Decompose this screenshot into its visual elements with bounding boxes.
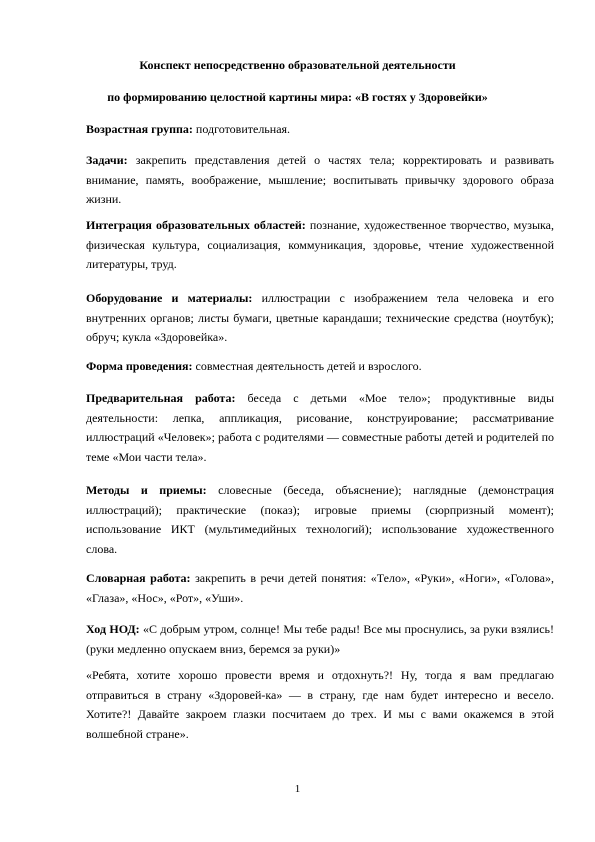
section-text: познание, художественное творчество, музыка, физическая культура, социализация, коммуникация, здоровье, чтение художественной литературы, труд. <box>86 218 554 271</box>
section-vocabulary <box>86 569 554 608</box>
section-label: Задачи: <box>86 153 128 167</box>
section-text: «Ребята, хотите хорошо провести время и отдохнуть?! Ну, тогда я вам предлагаю отправиться в страну «Здоровей-ка» — в страну, где нам будет интересно и весело. Хотите?! Давайте закроем глазки посчитаем до трех. И мы с вами окажемся в этой волшебной стране». <box>86 668 554 741</box>
section-label: Возрастная группа: <box>86 122 193 136</box>
section-text: «С добрым утром, солнце! Мы тебе рады! Все мы проснулись, за руки взялись! (руки медленно опускаем вниз, беремся за руки)» <box>86 622 554 656</box>
section-label: Интеграция образовательных областей: <box>86 218 306 232</box>
document-title-line-2: по формированию целостной картины мира: «В гостях у Здоровейки» <box>107 90 488 104</box>
section-label: Ход НОД: <box>86 622 140 636</box>
section-form <box>86 357 554 377</box>
section-text: закрепить в речи детей понятия: «Тело», «Руки», «Ноги», «Голова», «Глаза», «Нос», «Рот», «Уши». <box>86 571 554 605</box>
section-preliminary-work <box>86 389 554 467</box>
section-label: Предварительная работа: <box>86 391 236 405</box>
section-text: беседа с детьми «Мое тело»; продуктивные виды деятельности: лепка, аппликация, рисование, конструирование; рассматривание иллюстраций «Человек»; работа с родителями — совместные работы детей и родителей по теме «Мои части тела». <box>86 391 555 464</box>
section-label: Оборудование и материалы: <box>86 291 253 305</box>
section-label: Словарная работа: <box>86 571 191 585</box>
section-age-group <box>86 120 554 140</box>
section-integration <box>86 216 554 275</box>
section-equipment <box>86 289 554 348</box>
section-text: закрепить представления детей о частях тела; корректировать и развивать внимание, память, воображение, мышление; воспитывать привычку здорового образа жизни. <box>86 153 554 206</box>
section-tasks <box>86 151 554 210</box>
section-text: иллюстрации с изображением тела человека и его внутренних органов; листы бумаги, цветные карандаши; технические средства (ноутбук); обруч; кукла «Здоровейка». <box>86 291 554 344</box>
section-label: Методы и приемы: <box>86 483 207 497</box>
section-text: словесные (беседа, объяснение); наглядные (демонстрация иллюстраций); практические (показ); игровые приемы (сюрпризный момент); использование ИКТ (мультимедийных технологий); использование художественного слова. <box>86 483 554 556</box>
page-number: 1 <box>294 783 301 795</box>
section-text: подготовительная. <box>192 122 291 136</box>
section-lesson-flow <box>86 620 554 659</box>
document-title-line-1: Конспект непосредственно образовательной деятельности <box>139 58 456 72</box>
section-text: совместная деятельность детей и взрослого. <box>192 359 422 373</box>
section-speech <box>86 666 554 744</box>
section-methods <box>86 481 554 559</box>
section-label: Форма проведения: <box>86 359 193 373</box>
